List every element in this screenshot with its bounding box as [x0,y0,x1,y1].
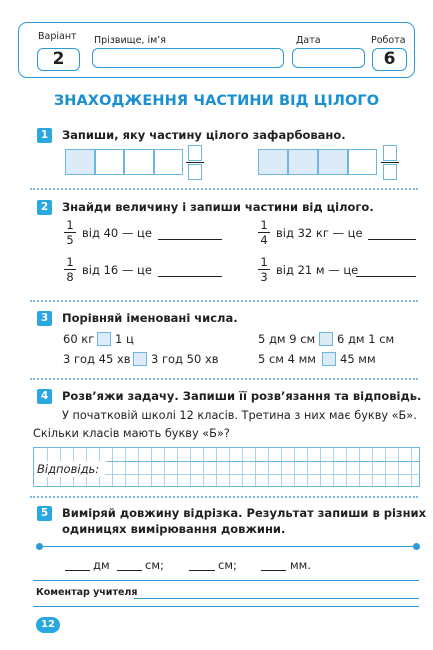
task2-badge: 2 [37,200,52,215]
divider [30,188,418,190]
task3-text: Порівняй іменовані числа. [62,311,238,325]
answer-blank[interactable] [117,570,142,571]
answer-blank[interactable] [65,570,90,571]
compare-left: 5 дм 9 см [258,332,316,346]
fraction: 1 8 [64,256,76,283]
task4-text: Розв’яжи задачу. Запиши її розв’язання та відповідь. [62,389,422,403]
comment-label: Коментар учителя [36,587,138,598]
answer-blank[interactable] [356,276,416,277]
name-field[interactable] [92,48,284,68]
divider [30,496,418,498]
compare-box[interactable] [97,332,111,346]
unit-mm: мм. [290,558,312,572]
task2-item-text: від 16 — це [82,263,152,277]
compare-right: 6 дм 1 см [337,332,395,346]
unit-dm: дм [93,558,110,572]
answer-blank[interactable] [158,276,222,277]
problem-text: У початковій школі 12 класів. Третина з них має букву «Б». [62,409,417,422]
divider [30,378,418,380]
compare-left: 3 год 45 хв [63,352,131,366]
task5-badge: 5 [37,506,52,521]
compare-right: 45 мм [340,352,376,366]
task2-item-text: від 32 кг — це [276,226,363,240]
variant-label: Варіант [38,31,77,42]
unit-cm: см; [145,558,164,572]
work-label: Робота [371,35,406,46]
task1-badge: 1 [37,128,52,143]
comment-line[interactable] [134,598,419,599]
compare-box[interactable] [319,332,333,346]
task5-text: одиницях вимірювання довжини. [62,522,286,536]
task5-text: Виміряй довжину відрізка. Результат запиши в різних [62,506,427,520]
compare-box[interactable] [133,352,147,366]
answer-blank[interactable] [189,570,215,571]
fraction: 1 3 [258,256,270,283]
problem-text: Скільки класів мають букву «Б»? [33,427,230,440]
work-value: 6 [383,49,396,69]
compare-left: 5 см 4 мм [258,352,316,366]
task2-item-text: від 21 м — це [276,263,359,277]
comment-line[interactable] [33,606,419,607]
compare-left: 60 кг [63,332,95,346]
divider [33,580,419,581]
task3-badge: 3 [37,311,52,326]
answer-blank[interactable] [261,570,286,571]
answer-blank[interactable] [158,239,222,240]
answer-blank[interactable] [368,239,416,240]
divider [30,300,418,302]
page-number: 12 [36,617,60,633]
task2-text: Знайди величину і запиши частини від цілого. [62,200,374,214]
task1-text: Запиши, яку частину цілого зафарбовано. [62,128,346,142]
compare-right: 1 ц [115,332,134,346]
fraction: 1 4 [258,219,270,246]
task2-item-text: від 40 — це [82,226,152,240]
task4-badge: 4 [37,389,52,404]
compare-right: 3 год 50 хв [151,352,219,366]
fraction: 1 5 [64,219,76,246]
page-title: ЗНАХОДЖЕННЯ ЧАСТИНИ ВІД ЦІЛОГО [53,93,380,109]
date-label: Дата [296,35,321,46]
variant-value: 2 [52,49,65,69]
compare-box[interactable] [322,352,336,366]
unit-cm: см; [218,558,237,572]
name-label: Прізвище, ім’я [94,35,167,46]
date-field[interactable] [292,48,365,68]
answer-label: Відповідь: [37,462,100,476]
